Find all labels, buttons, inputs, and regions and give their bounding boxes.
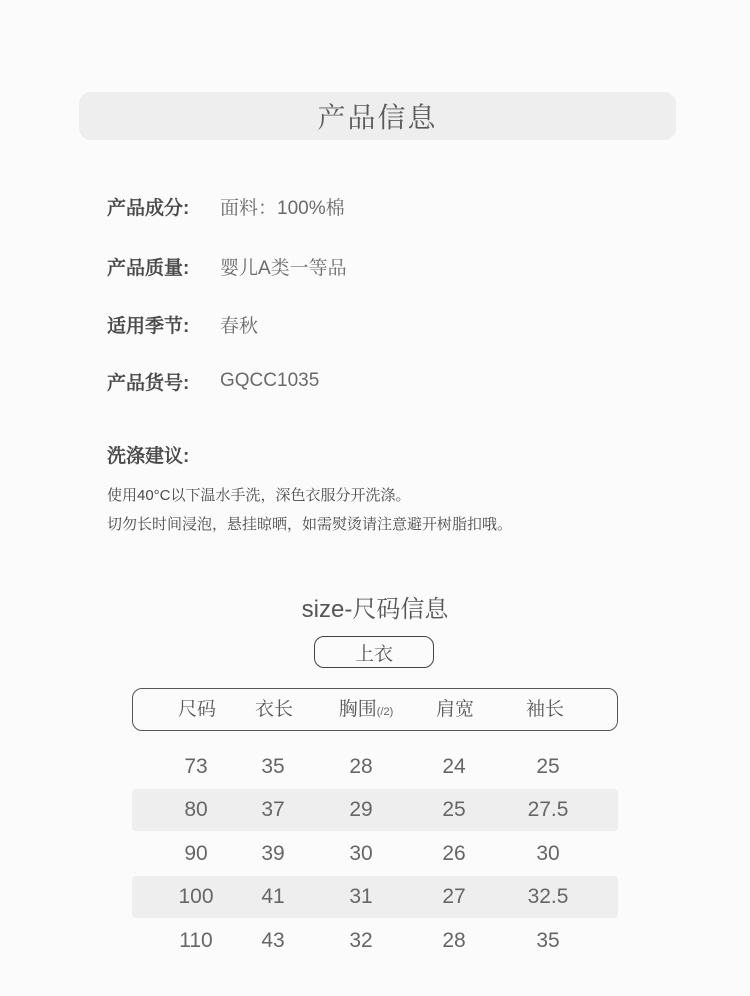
cell-shoulder: 27 bbox=[442, 885, 466, 908]
column-header-shoulder: 肩宽 bbox=[435, 699, 475, 720]
chest-note: (/2) bbox=[376, 706, 394, 718]
cell-sleeve: 35 bbox=[536, 929, 560, 952]
cell-chest: 29 bbox=[349, 798, 373, 821]
cell-sleeve: 25 bbox=[536, 755, 560, 778]
size-table-header bbox=[132, 688, 618, 731]
cell-size: 90 bbox=[184, 842, 208, 865]
page-title: 产品信息 bbox=[317, 102, 438, 133]
cell-chest: 30 bbox=[349, 842, 373, 865]
cell-length: 35 bbox=[261, 755, 285, 778]
table-row bbox=[132, 746, 618, 788]
cell-length: 41 bbox=[261, 885, 285, 908]
cell-length: 43 bbox=[261, 929, 285, 952]
table-row bbox=[132, 789, 618, 831]
cell-size: 73 bbox=[184, 755, 208, 778]
table-row bbox=[132, 876, 618, 918]
care-line: 切勿长时间浸泡，悬挂晾晒，如需熨烫请注意避开树脂扣哦。 bbox=[107, 516, 513, 533]
cell-chest: 31 bbox=[349, 885, 373, 908]
cell-size: 100 bbox=[178, 885, 214, 908]
info-label: 产品货号: bbox=[107, 372, 190, 394]
table-row bbox=[132, 920, 618, 962]
cell-sleeve: 27.5 bbox=[527, 798, 569, 821]
info-value: 面料：100%棉 bbox=[220, 197, 345, 219]
cell-shoulder: 24 bbox=[442, 755, 466, 778]
column-header-chest-label: 胸围 bbox=[338, 699, 377, 720]
info-value: 婴儿A类一等品 bbox=[220, 257, 347, 279]
tab-label: 上衣 bbox=[354, 643, 393, 665]
info-label: 产品成分: bbox=[107, 197, 190, 219]
info-row-material bbox=[107, 191, 345, 221]
cell-length: 37 bbox=[261, 798, 285, 821]
care-title: 洗涤建议: bbox=[107, 446, 190, 467]
cell-shoulder: 25 bbox=[442, 798, 466, 821]
cell-shoulder: 26 bbox=[442, 842, 466, 865]
info-row-season bbox=[107, 309, 258, 339]
column-header-chest bbox=[339, 689, 394, 730]
cell-sleeve: 32.5 bbox=[527, 885, 569, 908]
info-label: 适用季节: bbox=[107, 315, 190, 337]
size-section-title: size-尺码信息 bbox=[301, 596, 449, 623]
tab-top[interactable] bbox=[314, 636, 434, 668]
cell-shoulder: 28 bbox=[442, 929, 466, 952]
column-header-size: 尺码 bbox=[177, 699, 217, 720]
info-row-item-number bbox=[107, 366, 319, 396]
cell-chest: 32 bbox=[349, 929, 373, 952]
column-header-length: 衣长 bbox=[254, 699, 294, 720]
cell-size: 110 bbox=[179, 929, 213, 952]
info-label: 产品质量: bbox=[107, 257, 190, 279]
cell-size: 80 bbox=[184, 798, 208, 821]
info-value: GQCC1035 bbox=[220, 370, 320, 391]
care-line: 使用40°C以下温水手洗，深色衣服分开洗涤。 bbox=[107, 487, 411, 504]
table-row bbox=[132, 833, 618, 875]
cell-sleeve: 30 bbox=[536, 842, 560, 865]
column-header-sleeve: 袖长 bbox=[525, 699, 565, 720]
info-value: 春秋 bbox=[220, 315, 259, 337]
cell-length: 39 bbox=[261, 842, 285, 865]
cell-chest: 28 bbox=[349, 755, 373, 778]
info-row-quality bbox=[107, 251, 347, 281]
section-header bbox=[79, 92, 676, 140]
